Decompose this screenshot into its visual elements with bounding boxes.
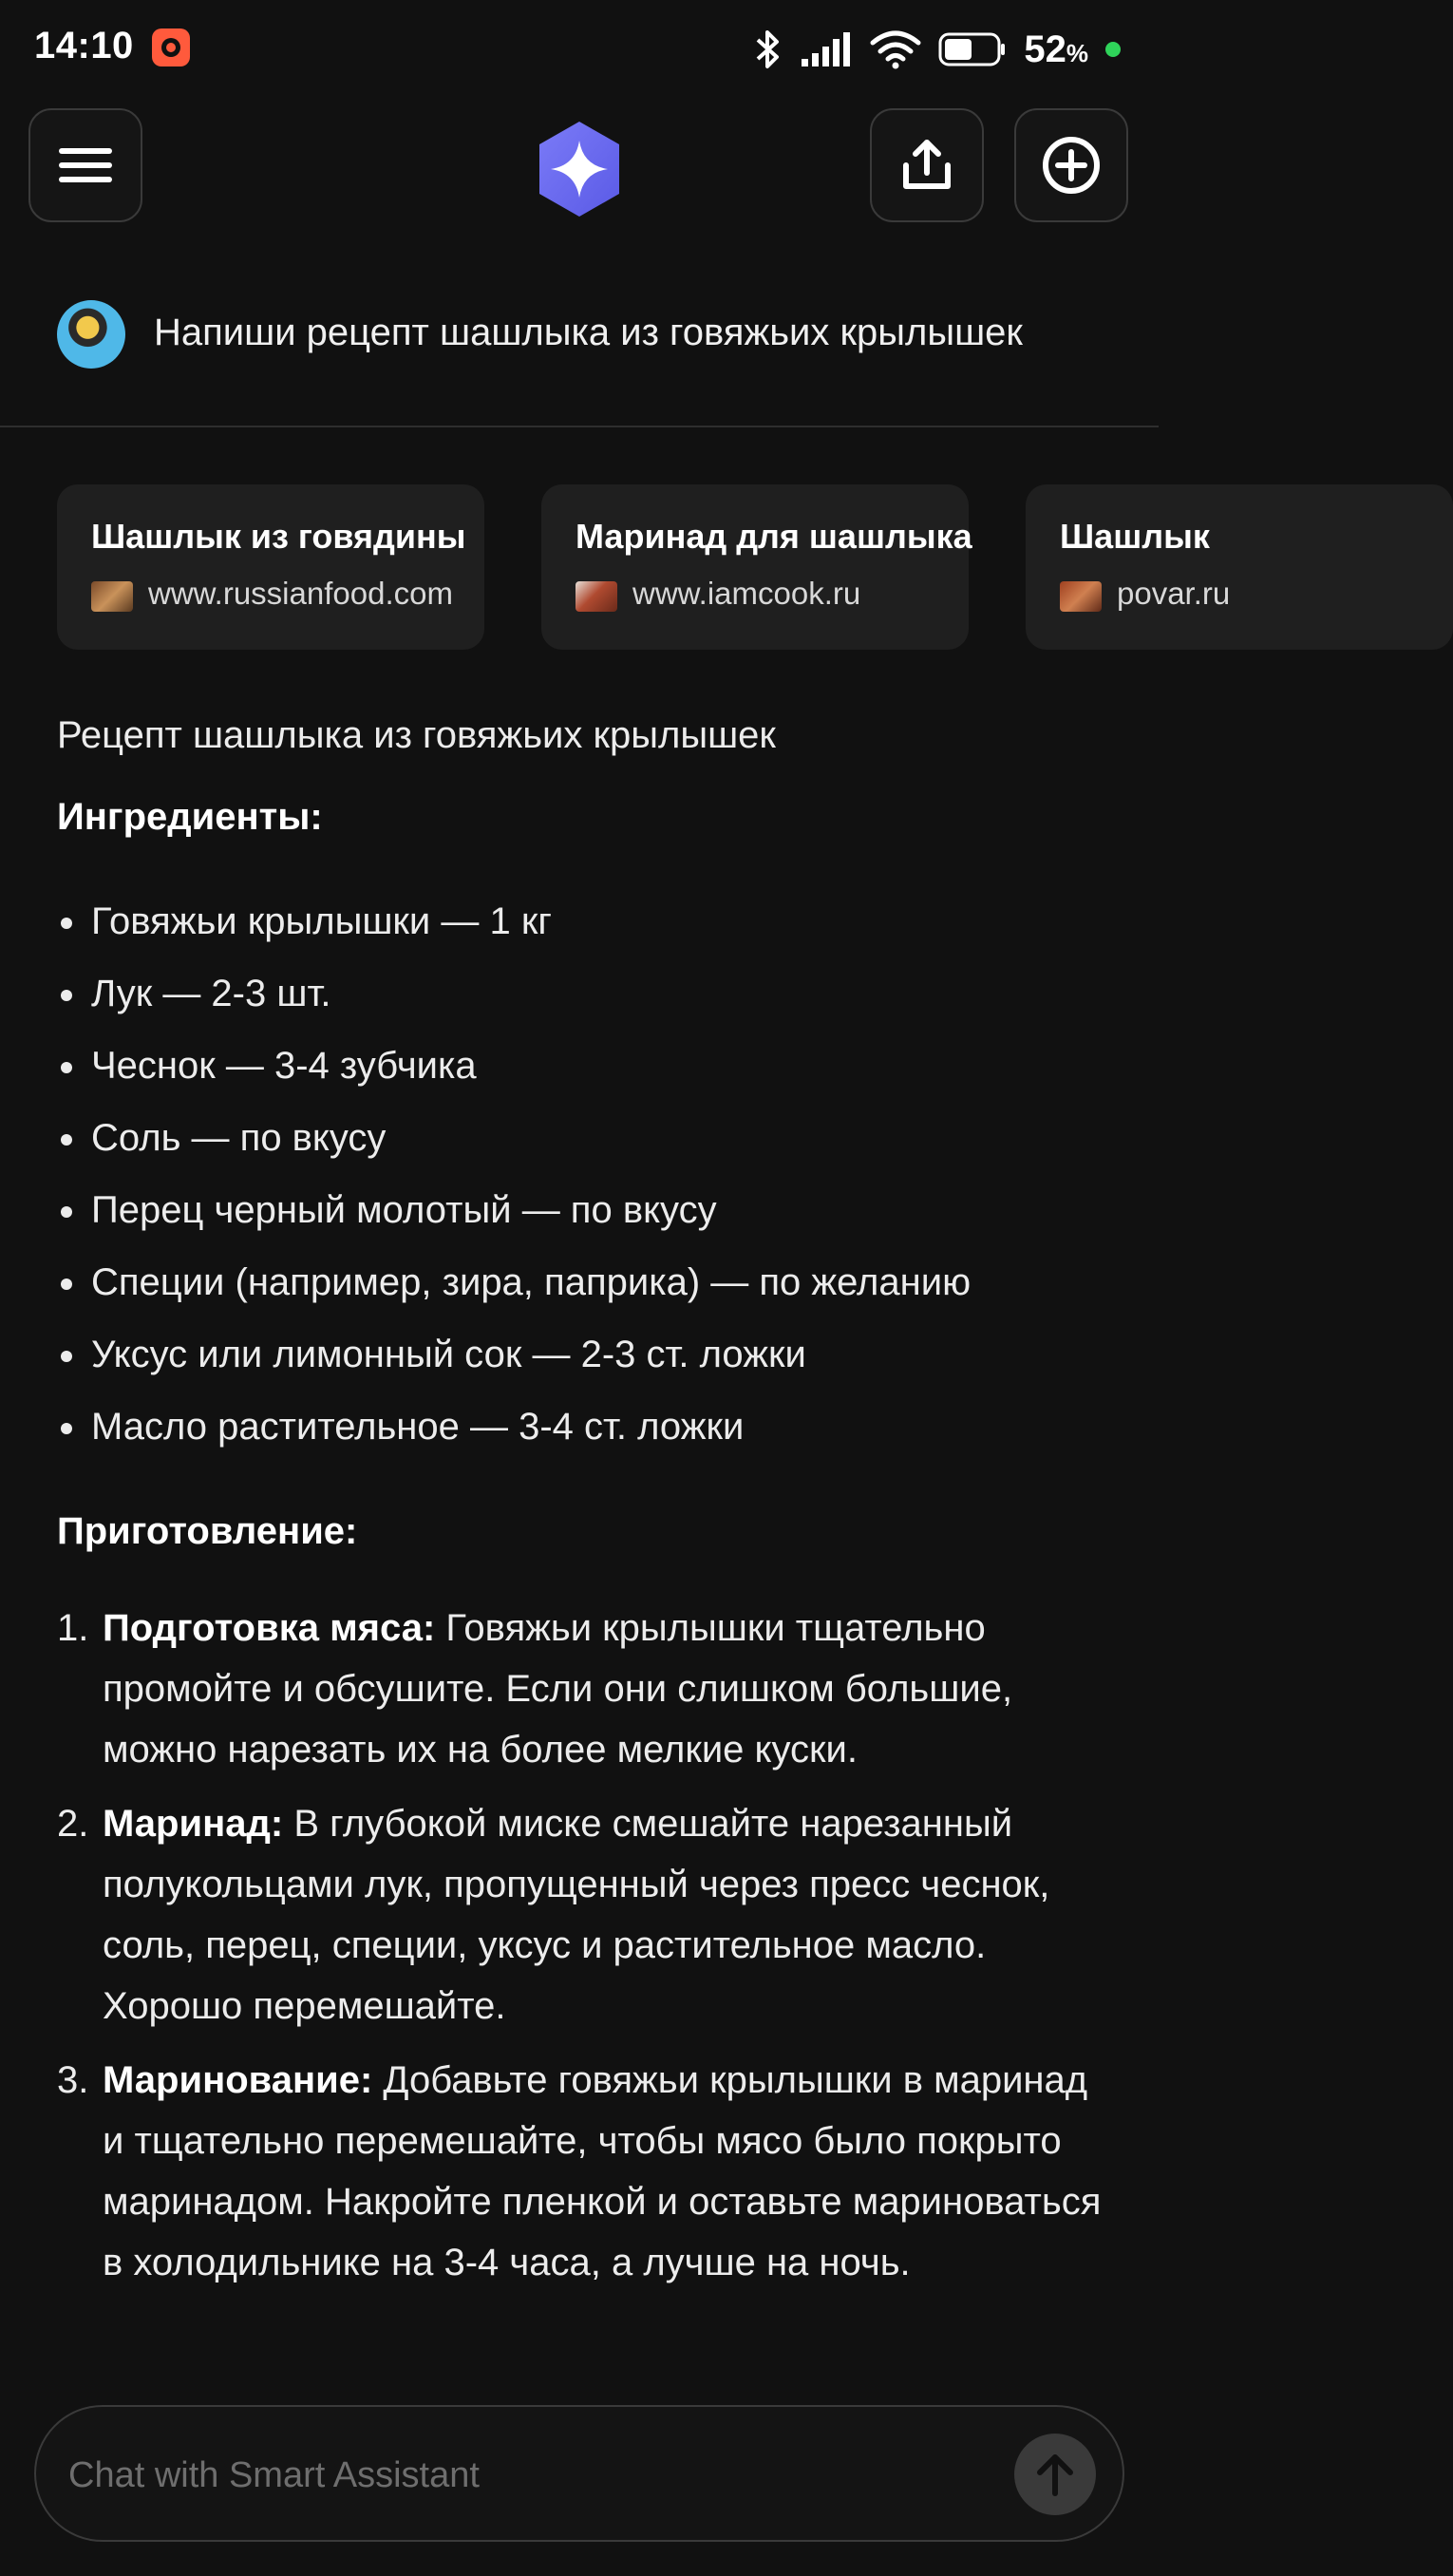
wifi-icon (870, 29, 921, 69)
source-cards (57, 484, 1231, 652)
step-text: Добавьте говяжьи крылышки в маринад и тщательно перемешайте, чтобы мясо было покрыто маринадом. Накройте пленкой и оставьте мариноваться в холодильнике на 3-4 часа, а лучше на ночь. (103, 2059, 1102, 2283)
source-card[interactable] (57, 484, 484, 650)
plus-circle-icon (1041, 135, 1102, 196)
list-item: Масло растительное — 3-4 ст. ложки (57, 1391, 971, 1463)
bluetooth-icon (754, 28, 783, 70)
ingredients-list (57, 885, 971, 1463)
list-item: Специи (например, зира, паприка) — по желанию (57, 1246, 971, 1318)
status-bar (0, 0, 1159, 95)
step-number: 1. (57, 1607, 89, 1649)
divider (0, 426, 1159, 427)
steps-heading: Приготовление: (57, 1510, 358, 1552)
status-icons (754, 23, 1121, 76)
sparkle-logo-icon (528, 118, 631, 220)
battery-icon (938, 31, 1007, 67)
arrow-up-icon (1034, 2452, 1076, 2497)
list-item: Соль — по вкусу (57, 1102, 971, 1174)
share-button[interactable] (870, 108, 984, 222)
list-item: Лук — 2-3 шт. (57, 957, 971, 1030)
send-button[interactable] (1014, 2434, 1096, 2515)
share-icon (898, 137, 955, 194)
step-label: Маринование: (103, 2059, 373, 2101)
step-number: 3. (57, 2059, 89, 2101)
new-chat-button[interactable] (1014, 108, 1128, 222)
list-item (57, 1793, 1111, 2036)
privacy-indicator-dot (1105, 42, 1121, 57)
avatar[interactable] (57, 300, 125, 369)
battery-percent: 52% (1024, 28, 1088, 70)
source-favicon (91, 581, 133, 612)
list-item: Уксус или лимонный сок — 2-3 ст. ложки (57, 1318, 971, 1391)
step-text: Говяжьи крылышки тщательно промойте и обсушите. Если они слишком большие, можно нарезать их на более мелкие куски. (103, 1607, 1013, 1771)
record-icon (152, 28, 190, 66)
chat-input[interactable] (68, 2445, 999, 2506)
menu-button[interactable] (28, 108, 142, 222)
query-text: Напиши рецепт шашлыка из говяжьих крылышек (154, 312, 1023, 353)
source-domain: www.russianfood.com (148, 576, 453, 611)
source-title: Маринад для шашлыка (576, 517, 972, 556)
step-text: В глубокой миске смешайте нарезанный полукольцами лук, пропущенный через пресс чеснок, соль, перец, специи, уксус и растительное масло. Хорошо перемешайте. (103, 1803, 1050, 2027)
source-favicon (576, 581, 617, 612)
step-label: Маринад: (103, 1803, 284, 1845)
ingredients-heading: Ингредиенты: (57, 796, 323, 838)
user-query (0, 285, 1159, 426)
list-item: Говяжьи крылышки — 1 кг (57, 885, 971, 957)
answer-title: Рецепт шашлыка из говяжьих крылышек (57, 714, 776, 756)
list-item (57, 1598, 1111, 1780)
status-time: 14:10 (34, 25, 134, 66)
steps-list (57, 1598, 1111, 2306)
step-label: Подготовка мяса: (103, 1607, 436, 1649)
signal-icon (800, 30, 853, 68)
source-card[interactable] (1026, 484, 1453, 650)
source-title: Шашлык из говядины (91, 517, 466, 556)
list-item: Чеснок — 3-4 зубчика (57, 1030, 971, 1102)
source-domain: www.iamcook.ru (632, 576, 861, 611)
list-item (57, 2050, 1111, 2293)
step-number: 2. (57, 1803, 89, 1845)
list-item: Перец черный молотый — по вкусу (57, 1174, 971, 1246)
source-card[interactable] (541, 484, 972, 650)
hamburger-menu-icon (59, 146, 112, 184)
chat-input-bar (34, 2405, 1124, 2542)
source-domain: povar.ru (1117, 576, 1231, 611)
source-favicon (1060, 581, 1102, 612)
source-title: Шашлык (1060, 517, 1210, 556)
